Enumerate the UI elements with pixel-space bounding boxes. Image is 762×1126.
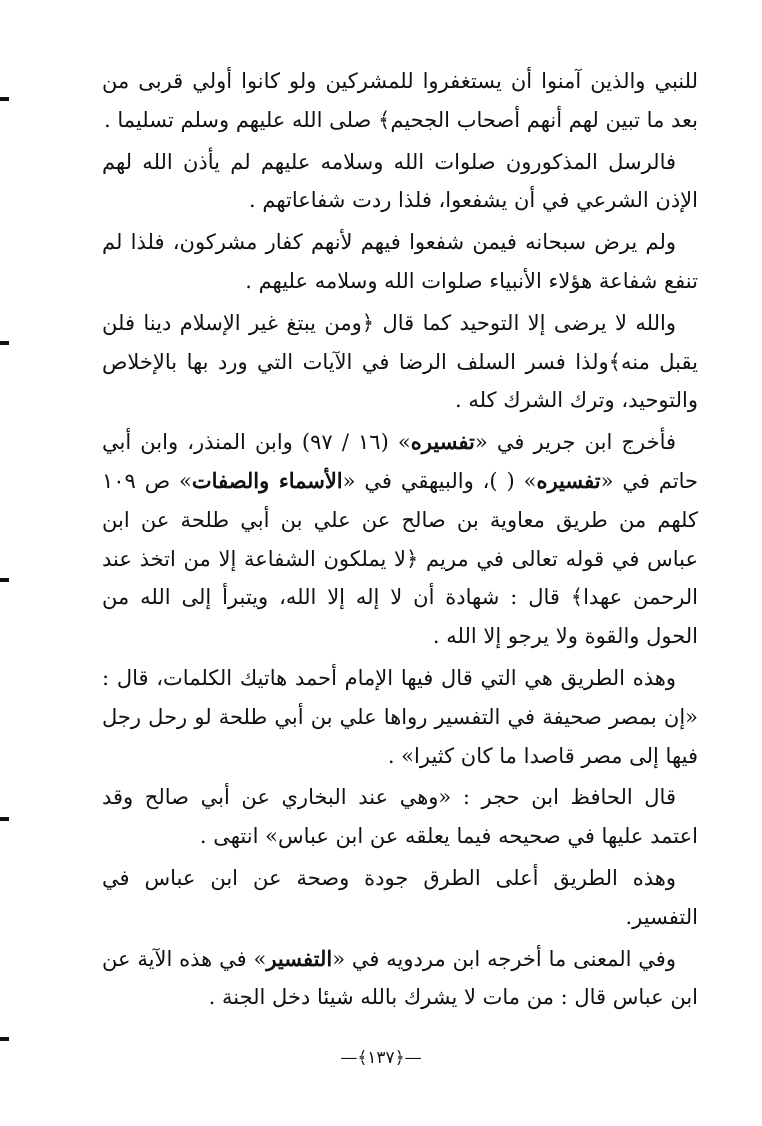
- paragraph-tawhid: والله لا يرضى إلا التوحيد كما قال ﴿ومن يبتغ غير الإسلام دينا فلن يقبل منه﴾ولذا فسر السلف الرضا في الآيات التي ورد بها بالإخلاص والتوحيد، وترك الشرك كله .: [102, 310, 698, 413]
- citation-text: » ( )، والبيهقي في «: [342, 468, 537, 493]
- citation-text: » ص ١٠٩ كلهم من طريق معاوية بن صالح عن علي بن أبي طلحة عن ابن عباس في قوله تعالى في مريم ﴿لا يملكون الشفاعة إلا من اتخذ عند الرحمن عهدا﴾ قال : شهادة أن لا إله إلا الله، ويتبرأ إلى الله من الحول والقوة ولا يرجو إلا الله .: [102, 468, 698, 649]
- citation-text: » (١٦ / ٩٧) وابن المنذر، وابن أبي حاتم في «: [102, 430, 698, 493]
- paragraph-quran-verse-end: للنبي والذين آمنوا أن يستغفروا للمشركين ولو كانوا أولي قربى من بعد ما تبين لهم أنهم أصحاب الجحيم﴾ صلى الله عليهم وسلم تسليما .: [102, 69, 698, 132]
- paragraph-ibn-hajar: قال الحافظ ابن حجر : «وهي عند البخاري عن أبي صالح وقد اعتمد عليها في صحيحه فيما يعلقه عن ابن عباس» انتهى .: [102, 785, 698, 849]
- paragraph-ibn-jarir-citation: [102, 423, 698, 656]
- citation-text: » في هذه الآية عن ابن عباس قال : من مات لا يشرك بالله شيئا دخل الجنة .: [102, 946, 698, 1010]
- book-title: التفسير: [266, 945, 333, 971]
- paragraph-messengers-permission: فالرسل المذكورون صلوات الله وسلامه عليهم لم يأذن الله لهم الإذن الشرعي في أن يشفعوا، فلذا ردت شفاعاتهم .: [102, 149, 698, 213]
- margin-tick-mark: [0, 817, 9, 821]
- body-text: [102, 62, 698, 1017]
- citation-text: فأخرج ابن جرير في «: [474, 430, 677, 455]
- paragraph-best-chain: وهذه الطريق أعلى الطرق جودة وصحة عن ابن عباس في التفسير.: [102, 865, 698, 929]
- margin-tick-mark: [0, 1037, 9, 1041]
- page-number: —﴿١٣٧﴾—: [340, 1048, 422, 1068]
- citation-text: وفي المعنى ما أخرجه ابن مردويه في «: [332, 946, 676, 971]
- book-title: الأسماء والصفات: [191, 467, 343, 493]
- book-title: تفسيره: [536, 467, 601, 493]
- margin-tick-mark: [0, 341, 9, 345]
- book-title: تفسيره: [410, 429, 475, 455]
- paragraph-imam-ahmad: وهذه الطريق هي التي قال فيها الإمام أحمد هاتيك الكلمات، قال : «إن بمصر صحيفة في التفسير رواها علي بن أبي طلحة لو رحل رجل فيها إلى مصر قاصدا ما كان كثيرا» .: [102, 665, 698, 768]
- margin-tick-mark: [0, 578, 9, 582]
- paragraph-ibn-marduwayh: [102, 940, 698, 1018]
- paragraph-not-pleased: ولم يرض سبحانه فيمن شفعوا فيهم لأنهم كفار مشركون، فلذا لم تنفع شفاعة هؤلاء الأنبياء صلوات الله وسلامه عليهم .: [102, 230, 698, 293]
- margin-tick-mark: [0, 97, 9, 101]
